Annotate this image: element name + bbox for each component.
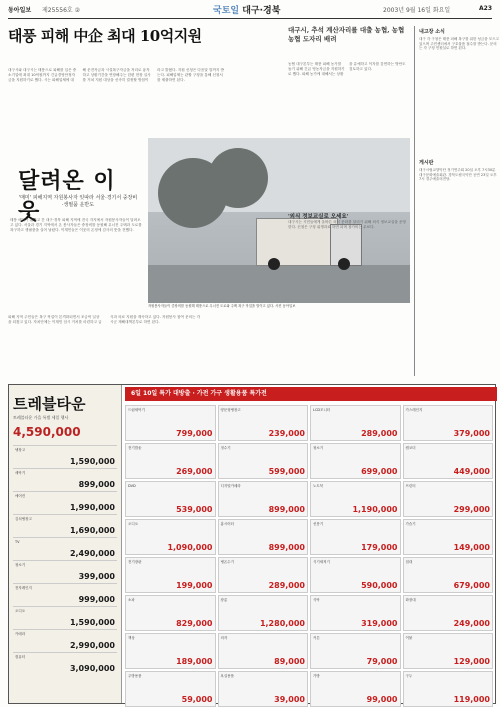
ad-product-cell [403, 405, 494, 441]
ad-item-name: 책상 [128, 636, 135, 640]
ad-headline-price: 4,590,000 [13, 425, 81, 439]
right-column-text: 대구 각 구청은 태풍 피해 복구를 위한 성금을 모으고 있으며 주민센터에서 구호물품 접수를 받는다. 문의는 각 구청 민원실로 하면 된다. [419, 37, 499, 51]
ad-brand: 트레블타운 [13, 395, 86, 413]
ad-item-price: 899,000 [268, 505, 305, 514]
right-column-text: 대구시립교향악단 정기연주회 20일 오후 7시30분 대구문화예술회관. 경북도립국악단 공연 23일 오후 7시 경주예술의전당. [419, 168, 497, 182]
ad-item-name: 가스레인지 [405, 408, 423, 412]
ad-product-cell [403, 633, 494, 669]
ad-item-price: 899,000 [268, 543, 305, 552]
ad-product-cell [125, 633, 216, 669]
ad-product-cell [125, 595, 216, 631]
ad-subtitle: 트레블타운 가을 특별 세일 행사 [13, 415, 69, 420]
ad-list-item [13, 468, 117, 491]
ad-item-name: 장롱 [220, 598, 228, 602]
issue-number: 제25556호 ② [42, 7, 80, 14]
ad-item-name: 선풍기 [313, 522, 324, 526]
ad-item-price: 179,000 [361, 543, 398, 552]
ad-product-cell [218, 633, 309, 669]
feature-bottom-body: 피해 지역 주민들은 복구 작업이 본격화되면서 조금씩 일상을 되찾고 있다. 자치단체는 이재민 임시 거처를 마련하고 급식과 의료 지원을 계속하고 있다. 자원봉사 참여 문의는 각 시군 재해대책본부로 하면 된다. [8, 315, 201, 324]
masthead [8, 3, 492, 19]
info-box [288, 212, 408, 312]
ad-product-cell [218, 557, 309, 593]
ad-product-cell [403, 595, 494, 631]
ad-product-cell [125, 405, 216, 441]
ad-item-name: 냉온수기 [220, 560, 235, 564]
ad-item-price: 1,090,000 [167, 543, 213, 552]
ad-item-price: 199,000 [176, 581, 213, 590]
side-body: 농협 대구본부는 태풍 피해 농가를 돕기 위해 긴급 영농자금을 지원하기로 했다. 피해 농가에 대해서는 상환을 유예하고 이자를 감면하는 방안도 검토하고 있다. [288, 62, 406, 76]
ad-product-cell [403, 557, 494, 593]
ad-item-price: 149,000 [453, 543, 490, 552]
ad-product-cell [125, 443, 216, 479]
ad-list-item [13, 445, 117, 468]
ad-list-item [13, 537, 117, 560]
ad-list-item [13, 560, 117, 583]
ad-item-name: 오디오 [128, 522, 139, 526]
feature-body: 태풍 매미가 휩쓸고 간 대구·경북 피해 지역에 전국 각지에서 자원봉사자들이 달려오고 있다. 서울과 경기 지역에서 온 봉사자들은 중장비를 동원해 무너진 주택과 도로를 복구하고 생필품을 실어 날랐다. 이재민들은 이웃의 온정에 감사의 뜻을 전했다. [10, 218, 142, 232]
ad-product-grid [125, 405, 493, 704]
page-number: A23 [479, 5, 492, 12]
ad-item-name: 커튼 [313, 636, 320, 640]
ad-item-name: TV [15, 540, 20, 544]
ad-product-cell [310, 557, 401, 593]
right-column-heading: 게시판 [419, 160, 434, 166]
ad-item-name: 식탁 [313, 598, 320, 602]
ad-item-price: 1,990,000 [69, 503, 115, 512]
ad-item-name: 주방용품 [128, 674, 142, 678]
ad-item-price: 590,000 [361, 581, 398, 590]
paper-name: 동아일보 [8, 7, 32, 14]
ad-item-price: 1,190,000 [352, 505, 398, 514]
ad-item-price: 379,000 [453, 429, 490, 438]
ad-item-price: 59,000 [181, 695, 213, 704]
ad-item-name: 오디오 [15, 609, 26, 613]
ad-list-item [13, 491, 117, 514]
ad-item-name: 양문형냉장고 [220, 408, 241, 412]
ad-product-cell [218, 481, 309, 517]
photo-wheel [268, 258, 280, 270]
ad-item-price: 319,000 [361, 619, 398, 628]
ad-item-name: 욕실용품 [220, 674, 235, 678]
advertisement [8, 384, 496, 704]
ad-list-item [13, 583, 117, 606]
ad-item-name: 드럼세탁기 [128, 408, 145, 412]
ad-item-price: 239,000 [268, 429, 305, 438]
ad-item-name: DVD [128, 484, 136, 488]
ad-item-price: 539,000 [176, 505, 213, 514]
lead-body: 대구시와 대구시는 태풍으로 피해를 입은 중소기업에 최대 10억원까지 긴급경영안정자금을 지원하기로 했다. 시는 피해업체에 대해 운전자금과 시설복구자금을 저리로 융자하고 상환기간을 연장해주는 한편 현장 실사를 거쳐 지원 대상을 신속히 결정할 방침이라고 밝혔다. 지원 신청은 다음달 말까지 받는다. 피해업체는 관할 구청을 통해 신청서를 제출하면 된다. [8, 68, 225, 82]
ad-item-price: 699,000 [361, 467, 398, 476]
ad-item-price: 399,000 [78, 572, 115, 581]
section-title [213, 3, 280, 16]
ad-product-cell [310, 519, 401, 555]
ad-item-price: 1,280,000 [259, 619, 305, 628]
info-box-body: 대구시는 시민들에게 올바른 외식 문화를 알리기 위해 외식 정보교실을 운영한다. 신청은 구청 위생과로 하면 되며 참가비는 무료다. [288, 220, 406, 229]
ad-item-price: 679,000 [453, 581, 490, 590]
ad-product-cell [310, 481, 401, 517]
ad-item-price: 1,590,000 [69, 457, 115, 466]
feature-title: 달려온 이웃 [18, 168, 116, 225]
ad-left-list [13, 445, 117, 675]
section-name: 대구·경북 [242, 6, 281, 16]
ad-item-price: 289,000 [361, 429, 398, 438]
photo-caption: 자원봉사자들이 중장비를 동원해 태풍으로 무너진 도로와 주택 복구 작업을 벌이고 있다. 사진 동아일보 [148, 304, 296, 308]
ad-product-cell [218, 671, 309, 707]
ad-item-price: 99,000 [366, 695, 398, 704]
photo-tree [208, 148, 268, 208]
ad-item-name: 카메라 [15, 632, 26, 636]
ad-item-price: 89,000 [274, 657, 305, 666]
ad-product-cell [218, 405, 309, 441]
ad-item-price: 79,000 [366, 657, 398, 666]
ad-item-name: 소파 [128, 598, 135, 602]
ad-item-name: 가습기 [405, 522, 416, 526]
ad-product-cell [218, 443, 309, 479]
ad-item-name: 이불 [405, 636, 413, 640]
ad-product-cell [310, 595, 401, 631]
ad-product-cell [403, 481, 494, 517]
ad-item-name: 에어컨 [15, 494, 26, 498]
ad-product-cell [125, 519, 216, 555]
ad-item-price: 299,000 [453, 505, 490, 514]
ad-item-name: 화장대 [405, 598, 416, 602]
side-kicker: 대구시, 추석 계산자리를 대출 농협, 농협 농협 도자리 배려 [288, 26, 405, 43]
ad-item-price: 2,990,000 [69, 641, 115, 650]
ad-item-name: 김치냉장고 [15, 517, 32, 521]
ad-item-name: 정수기 [220, 446, 231, 450]
ad-item-name: 청소기 [15, 563, 26, 567]
ad-item-name: 의자 [220, 636, 228, 640]
ad-item-name: 침대 [405, 560, 413, 564]
ad-item-price: 449,000 [453, 467, 490, 476]
ad-item-price: 1,590,000 [69, 618, 115, 627]
lead-title: 태풍 피해 中企 최대 10억지원 [8, 27, 202, 45]
ad-item-price: 2,490,000 [69, 549, 115, 558]
ad-list-item [13, 652, 117, 675]
ad-item-name: 프린터 [405, 484, 416, 488]
ad-item-price: 1,690,000 [69, 526, 115, 535]
ad-item-name: LCD모니터 [313, 408, 331, 412]
ad-item-price: 599,000 [268, 467, 305, 476]
ad-item-name: 노트북 [313, 484, 324, 488]
info-box-title: '외식 정보교실로 오세요' [288, 214, 349, 220]
ad-item-name: 홈시어터 [220, 522, 235, 526]
ad-item-price: 39,000 [274, 695, 305, 704]
ad-item-price: 3,090,000 [69, 664, 115, 673]
issue-date: 2003년 9월 16일 화요일 [383, 7, 451, 14]
ad-item-name: 가방 [313, 674, 320, 678]
ad-item-name: 냉장고 [15, 448, 26, 452]
ad-item-price: 189,000 [176, 657, 213, 666]
ad-item-name: 전자레인지 [15, 586, 32, 590]
ad-item-price: 899,000 [78, 480, 115, 489]
ad-list-item [13, 606, 117, 629]
ad-list-item [13, 629, 117, 652]
ad-item-name: 청소기 [313, 446, 324, 450]
ad-product-cell [403, 519, 494, 555]
feature-kicker: '매미' 피해지역 자원봉사자 잇따라 서울·경기서 중장비·생필품 운반도 [18, 195, 138, 208]
ad-product-cell [125, 481, 216, 517]
ad-list-item [13, 514, 117, 537]
ad-item-name: 디지털카메라 [220, 484, 241, 488]
ad-product-cell [218, 595, 309, 631]
ad-item-price: 799,000 [176, 429, 213, 438]
ad-item-price: 249,000 [453, 619, 490, 628]
ad-item-price: 829,000 [176, 619, 213, 628]
ad-item-name: 구두 [405, 674, 413, 678]
ad-item-price: 269,000 [176, 467, 213, 476]
right-column-heading: 내고장 소식 [419, 29, 445, 35]
section-prefix: 국토일 [213, 6, 240, 16]
ad-product-cell [310, 633, 401, 669]
ad-product-cell [310, 405, 401, 441]
ad-left-panel [9, 385, 122, 703]
ad-banner: 6일 10일 특가 대방출 · 가전 가구 생활용품 특가전 [125, 387, 497, 401]
ad-product-cell [125, 557, 216, 593]
ad-item-price: 129,000 [453, 657, 490, 666]
ad-product-cell [403, 443, 494, 479]
ad-product-cell [310, 443, 401, 479]
ad-item-name: 전기밥솥 [128, 446, 142, 450]
ad-item-name: 전기장판 [128, 560, 142, 564]
ad-item-name: 캠코더 [405, 446, 416, 450]
lead-headline [8, 25, 280, 46]
ad-product-cell [125, 671, 216, 707]
ad-product-cell [218, 519, 309, 555]
ad-item-name: 식기세척기 [313, 560, 330, 564]
ad-item-price: 119,000 [453, 695, 490, 704]
ad-item-price: 289,000 [268, 581, 305, 590]
ad-item-price: 999,000 [78, 595, 115, 604]
right-column [414, 26, 499, 376]
ad-product-cell [403, 671, 494, 707]
ad-item-name: 컴퓨터 [15, 655, 26, 659]
ad-item-name: 세탁기 [15, 471, 26, 475]
ad-product-cell [310, 671, 401, 707]
